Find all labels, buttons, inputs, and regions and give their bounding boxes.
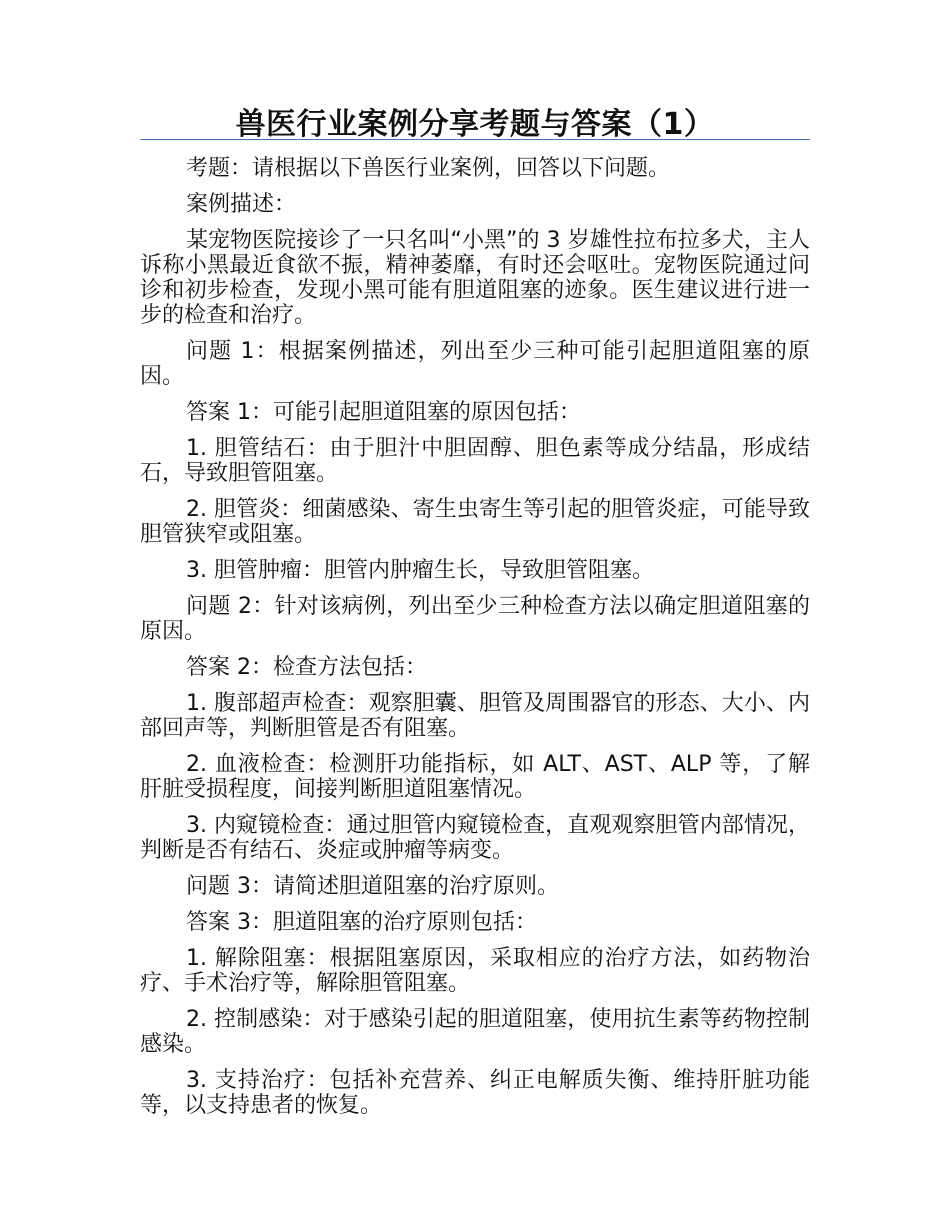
answer-1-item-3: 3. 胆管肿瘤：胆管内肿瘤生长，导致胆管阻塞。 xyxy=(186,558,654,583)
exam-instruction: 考题：请根据以下兽医行业案例，回答以下问题。 xyxy=(186,156,671,181)
question-3: 问题 3：请简述胆道阻塞的治疗原则。 xyxy=(186,874,559,899)
case-description: 某宠物医院接诊了一只名叫“小黑”的 3 岁雄性拉布拉多犬，主人诉称小黑最近食欲不振，精神萎靡，有时还会呕吐。宠物医院通过问诊和初步检查，发现小黑可能有胆道阻塞的迹象。医生建议进行进一步的检查和治疗。 xyxy=(140,228,810,328)
answer-2-item-2: 2. 血液检查：检测肝功能指标，如 ALT、AST、ALP 等，了解肝脏受损程度，间接判断胆道阻塞情况。 xyxy=(140,752,810,802)
answer-1-item-1: 1. 胆管结石：由于胆汁中胆固醇、胆色素等成分结晶，形成结石，导致胆管阻塞。 xyxy=(140,436,810,486)
answer-1-item-2: 2. 胆管炎：细菌感染、寄生虫寄生等引起的胆管炎症，可能导致胆管狭窄或阻塞。 xyxy=(140,497,810,547)
title-underline-rule xyxy=(140,139,810,140)
question-1: 问题 1：根据案例描述，列出至少三种可能引起胆道阻塞的原因。 xyxy=(140,339,810,389)
answer-2-heading: 答案 2：检查方法包括： xyxy=(186,655,427,680)
answer-3-item-3: 3. 支持治疗：包括补充营养、纠正电解质失衡、维持肝脏功能等，以支持患者的恢复。 xyxy=(140,1068,810,1118)
document-title: 兽医行业案例分享考题与答案（1） xyxy=(235,107,715,142)
answer-3-item-1: 1. 解除阻塞：根据阻塞原因，采取相应的治疗方法，如药物治疗、手术治疗等，解除胆管阻塞。 xyxy=(140,946,810,996)
answer-2-item-3: 3. 内窥镜检查：通过胆管内窥镜检查，直观观察胆管内部情况，判断是否有结石、炎症或肿瘤等病变。 xyxy=(140,813,810,863)
case-heading: 案例描述： xyxy=(186,192,297,217)
question-2: 问题 2：针对该病例，列出至少三种检查方法以确定胆道阻塞的原因。 xyxy=(140,594,810,644)
answer-1-heading: 答案 1：可能引起胆道阻塞的原因包括： xyxy=(186,400,581,425)
document-body xyxy=(140,156,810,1129)
answer-3-heading: 答案 3：胆道阻塞的治疗原则包括： xyxy=(186,910,537,935)
answer-3-item-2: 2. 控制感染：对于感染引起的胆道阻塞，使用抗生素等药物控制感染。 xyxy=(140,1007,810,1057)
answer-2-item-1: 1. 腹部超声检查：观察胆囊、胆管及周围器官的形态、大小、内部回声等，判断胆管是否有阻塞。 xyxy=(140,691,810,741)
